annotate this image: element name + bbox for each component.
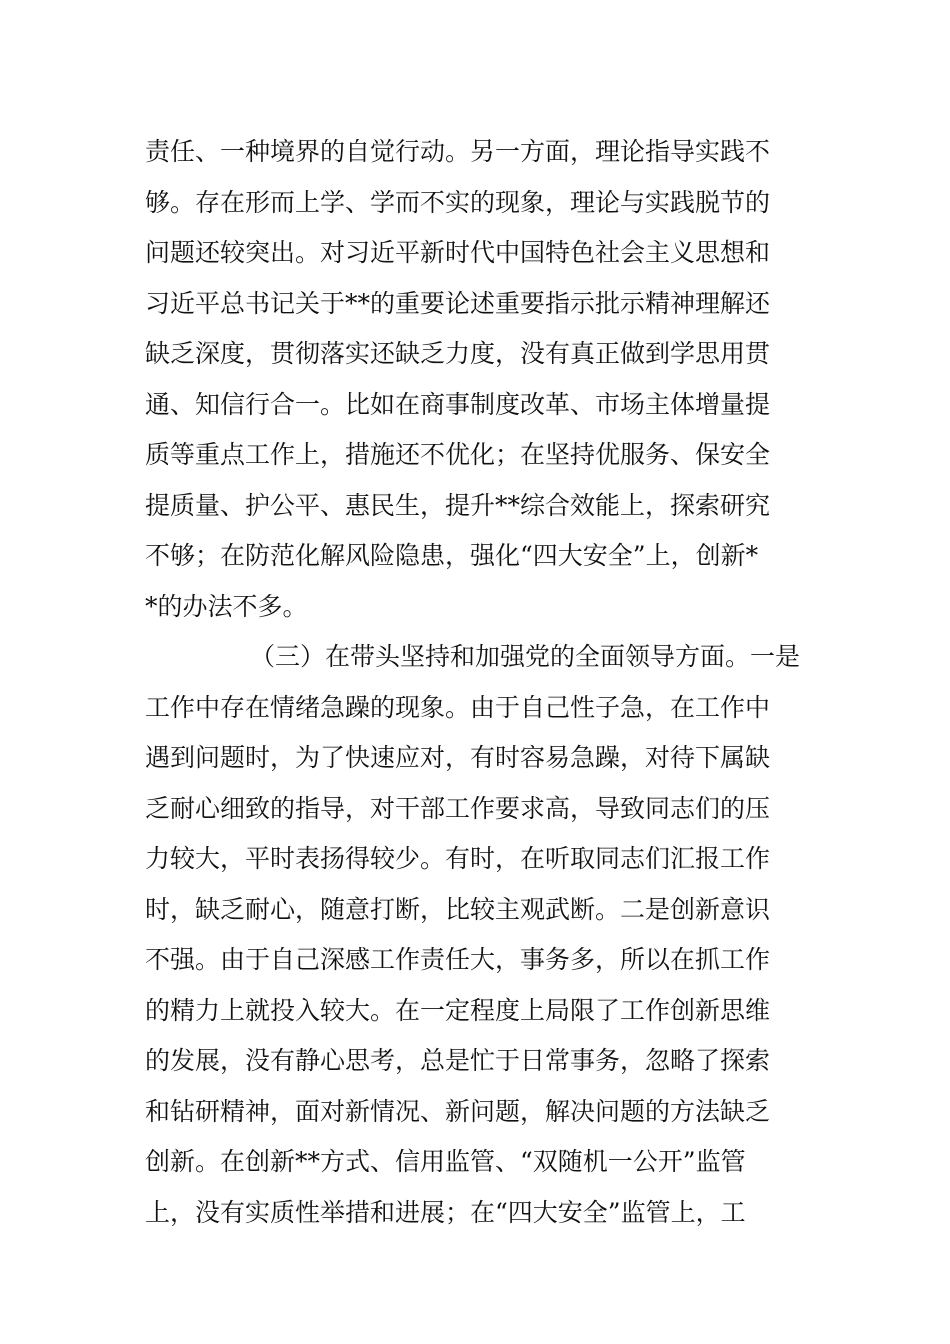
text-line: 责任、一种境界的自觉行动。另一方面，理论指导实践不 — [145, 137, 771, 166]
text-line: 创新。在创新**方式、信用监管、“双随机一公开”监管 — [145, 1147, 746, 1176]
text-line: 通、知信行合一。比如在商事制度改革、市场主体增量提 — [145, 389, 771, 419]
text-line: 问题还较突出。对习近平新时代中国特色社会主义思想和 — [145, 238, 771, 267]
text-line: 力较大，平时表扬得较少。有时，在听取同志们汇报工作 — [145, 844, 771, 873]
text-line: 习近平总书记关于**的重要论述重要指示批示精神理解还 — [145, 288, 771, 318]
text-line: 工作中存在情绪急躁的现象。由于自己性子急，在工作中 — [145, 692, 771, 722]
section-heading-line: （三）在带头坚持和加强党的全面领导方面。一是 — [250, 642, 801, 671]
text-line: 质等重点工作上，措施还不优化；在坚持优服务、保安全 — [145, 440, 771, 469]
text-line: 的精力上就投入较大。在一定程度上局限了工作创新思维 — [145, 995, 771, 1025]
text-line: 遇到问题时，为了快速应对，有时容易急躁，对待下属缺 — [145, 743, 771, 772]
text-line: 的发展，没有静心思考，总是忙于日常事务，忽略了探索 — [145, 1046, 771, 1075]
text-line: *的办法不多。 — [145, 591, 308, 621]
text-line: 不强。由于自己深感工作责任大，事务多，所以在抓工作 — [145, 945, 771, 974]
text-line: 缺乏深度，贯彻落实还缺乏力度，没有真正做到学思用贯 — [145, 339, 771, 368]
text-line: 乏耐心细致的指导，对干部工作要求高，导致同志们的压 — [145, 793, 771, 823]
text-line: 提质量、护公平、惠民生，提升**综合效能上，探索研究 — [145, 490, 771, 520]
text-line: 不够；在防范化解风险隐患，强化“四大安全”上，创新* — [145, 541, 759, 570]
text-line: 够。存在形而上学、学而不实的现象，理论与实践脱节的 — [145, 187, 771, 217]
body-text — [145, 127, 815, 1238]
text-line: 上，没有实质性举措和进展；在“四大安全”监管上，工 — [145, 1197, 746, 1227]
text-line: 和钻研精神，面对新情况、新问题，解决问题的方法缺乏 — [145, 1096, 771, 1126]
text-line: 时，缺乏耐心，随意打断，比较主观武断。二是创新意识 — [145, 894, 771, 924]
